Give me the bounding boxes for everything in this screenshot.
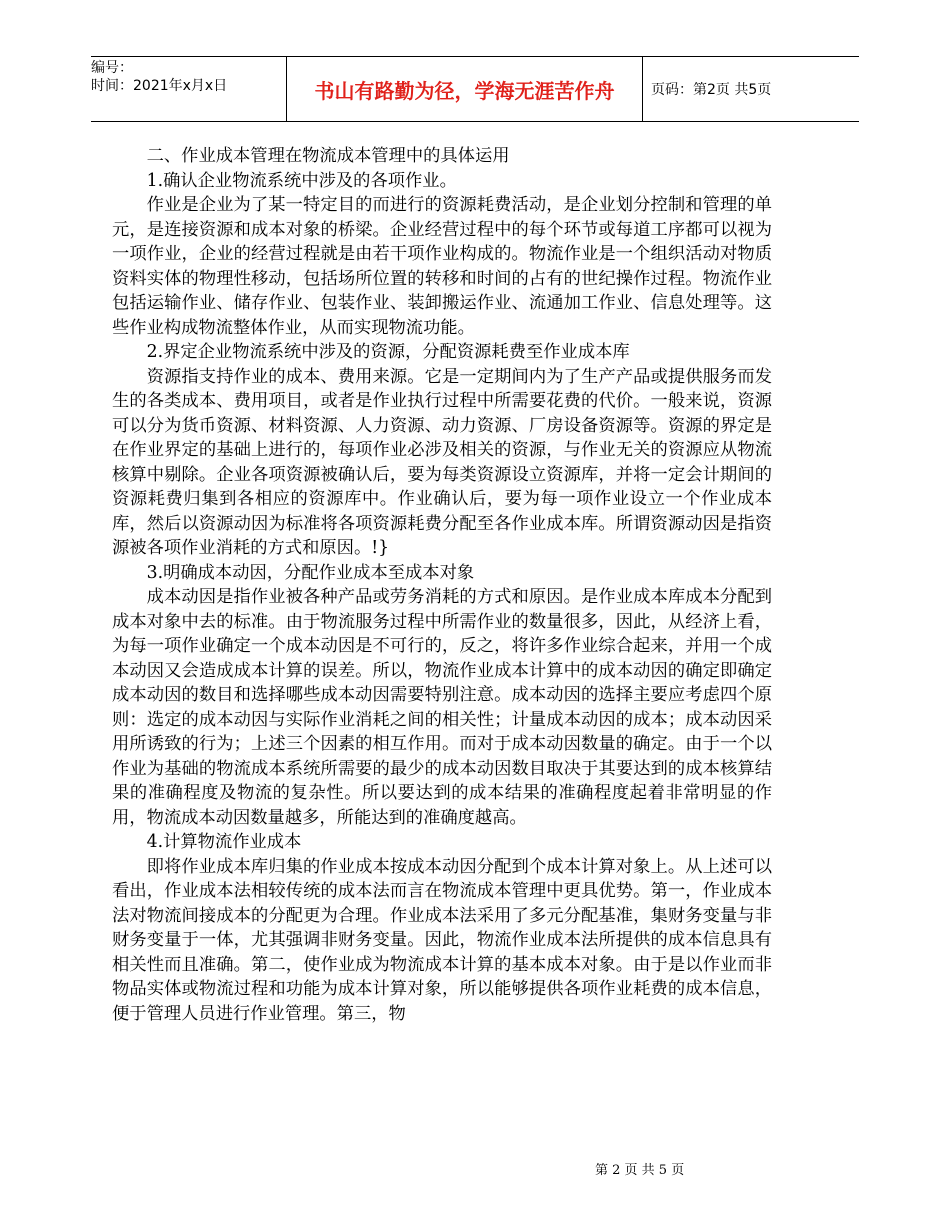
subsection-4-title: 4.计算物流作业成本 xyxy=(146,832,302,852)
header-meta xyxy=(91,57,286,121)
subsection-1-title: 1.确认企业物流系统中涉及的各项作业。 xyxy=(146,170,457,191)
subsection-2-paragraph: 资源指支持作业的成本、费用来源。它是一定期间内为了生产产品或提供服务而发生的各类成本、费用项目，或者是作业执行过程中所需要花费的代价。一般来说，资源可以分为货币资源、材料资源、人力资源、动力资源、厂房设备资源等。资源的界定是在作业界定的基础上进行的，每项作业必涉及相关的资源，与作业无关的资源应从物流核算中剔除。企业各项资源被确认后，要为每类资源设立资源库，并将一定会计期间的资源耗费归集到各相应的资源库中。作业确认后，要为每一项作业设立一个作业成本库，然后以资源动因为标准将各项资源耗费分配至各作业成本库。所谓资源动因是指资源被各项作业消耗的方式和原因。!} xyxy=(112,366,772,558)
subsection-1-paragraph: 作业是企业为了某一特定目的而进行的资源耗费活动，是企业划分控制和管理的单元，是连接资源和成本对象的桥梁。企业经营过程中的每个环节或每道工序都可以视为一项作业，企业的经营过程就是由若干项作业构成的。物流作业是一个组织活动对物质资料实体的物理性移动，包括场所位置的转移和时间的占有的世纪操作过程。物流作业包括运输作业、储存作业、包装作业、装卸搬运作业、流通加工作业、信息处理等。这些作业构成物流整体作业，从而实现物流功能。 xyxy=(112,195,772,338)
subsection-3-paragraph: 成本动因是指作业被各种产品或劳务消耗的方式和原因。是作业成本库成本分配到成本对象中去的标准。由于物流服务过程中所需作业的数量很多，因此，从经济上看，为每一项作业确定一个成本动因是不可行的，反之，将许多作业综合起来，并用一个成本动因又会造成成本计算的误差。所以，物流作业成本计算中的成本动因的确定即确定成本动因的数目和选择哪些成本动因需要特别注意。成本动因的选择主要应考虑四个原则：选定的成本动因与实际作业消耗之间的相关性；计量成本动因的成本；成本动因采用所诱致的行为；上述三个因素的相互作用。而对于成本动因数量的确定。由于一个以作业为基础的物流成本系统所需要的最少的成本动因数目取决于其要达到的成本核算结果的准确程度及物流的复杂性。所以要达到的成本结果的准确程度起着非常明显的作用，物流成本动因数量越多，所能达到的准确度越高。 xyxy=(112,587,772,828)
code-label: 编号： xyxy=(91,60,133,76)
header-motto: 书山有路勤为径，学海无涯苦作舟 xyxy=(286,57,643,121)
header-page-label: 页码：第2页 共5页 xyxy=(651,82,772,98)
subsection-4-paragraph: 即将作业成本库归集的作业成本按成本动因分配到个成本计算对象上。从上述可以看出，作业成本法相较传统的成本法而言在物流成本管理中更具优势。第一，作业成本法对物流间接成本的分配更为合理。作业成本法采用了多元分配基准，集财务变量与非财务变量于一体，尤其强调非财务变量。因此，物流作业成本法所提供的成本信息具有相关性而且准确。第二，使作业成为物流成本计算的基本成本对象。由于是以作业而非物品实体或物流过程和功能为成本计算对象，所以能够提供各项作业耗费的成本信息，便于管理人员进行作业管理。第三，物 xyxy=(112,856,772,1024)
document-body xyxy=(112,144,772,1026)
page-footer: 第 2 页 共 5 页 xyxy=(595,1163,685,1178)
time-label: 时间：2021年x月x日 xyxy=(91,78,228,94)
page-header xyxy=(91,56,859,122)
section-title: 二、作业成本管理在物流成本管理中的具体运用 xyxy=(146,146,510,166)
subsection-2-title: 2.界定企业物流系统中涉及的资源，分配资源耗费至作业成本库 xyxy=(146,342,630,362)
subsection-3-title: 3.明确成本动因，分配作业成本至成本对象 xyxy=(146,562,475,583)
